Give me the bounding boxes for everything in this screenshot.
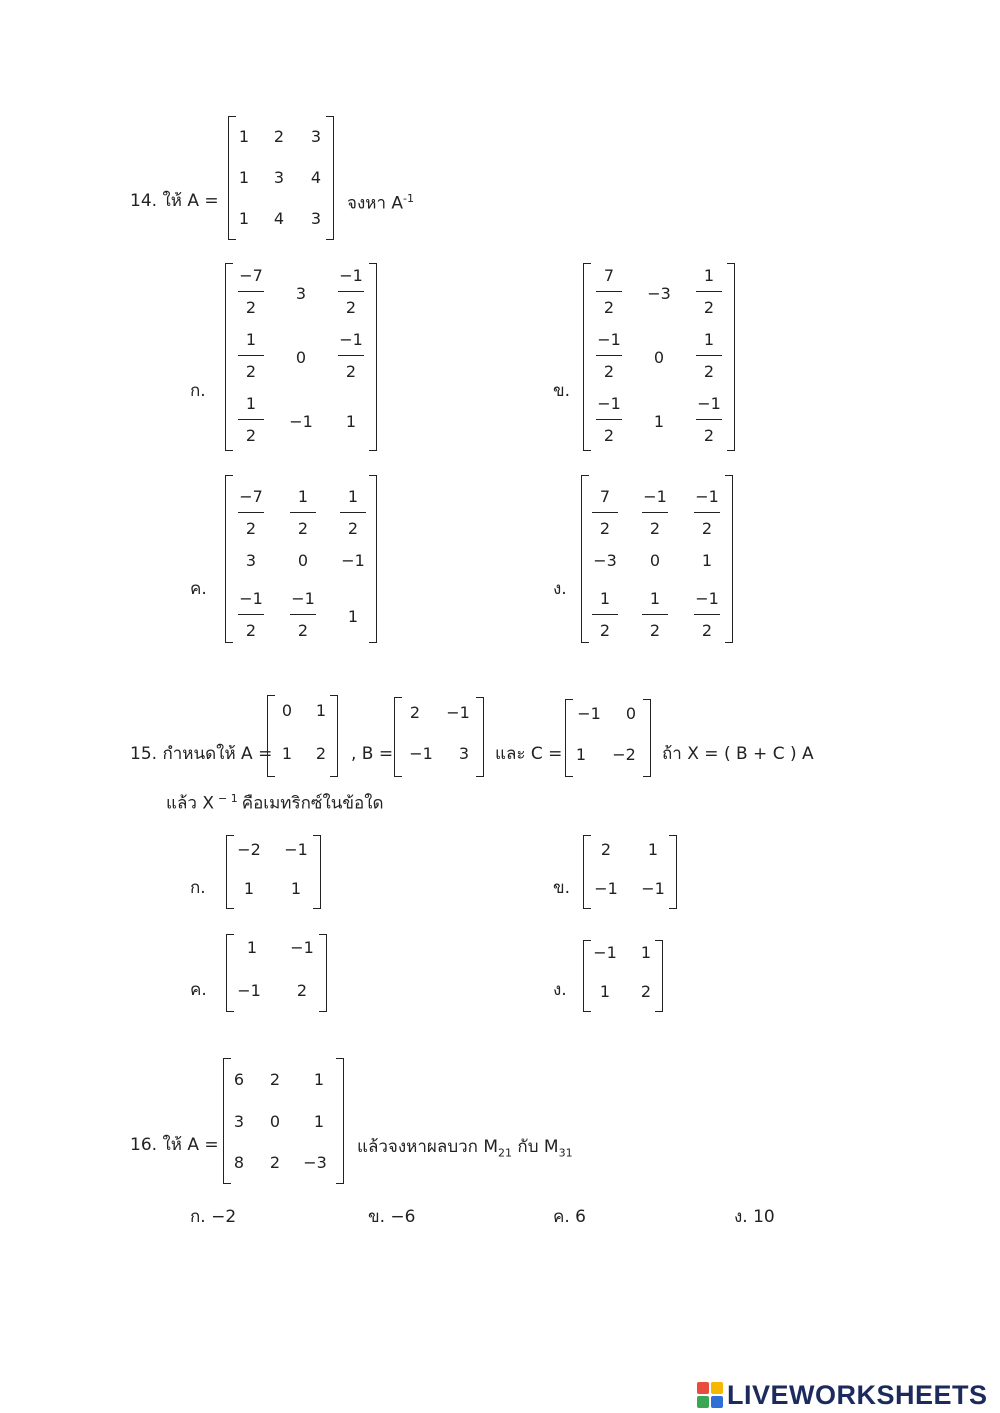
fraction-denominator: 2 — [603, 362, 615, 381]
matrix-cell: 1 — [313, 1112, 325, 1131]
fraction-numerator: 1 — [599, 589, 611, 608]
fraction-bar — [642, 512, 668, 513]
matrix-cell: 1 — [575, 745, 587, 764]
fraction-bar — [238, 355, 264, 356]
fraction-numerator: −1 — [291, 589, 315, 608]
q15-c-label: และ C = — [495, 744, 563, 764]
q15-option-d-label[interactable]: ง. — [553, 980, 567, 1000]
matrix-cell: 3 — [310, 209, 322, 228]
matrix-cell: 0 — [297, 551, 309, 570]
logo-square — [697, 1396, 709, 1408]
fraction-numerator: −1 — [697, 394, 721, 413]
matrix-cell: 1 — [313, 1070, 325, 1089]
q15-prefix: 15. กำหนดให้ A = — [130, 744, 273, 764]
fraction-bar — [290, 614, 316, 615]
matrix-cell: 3 — [245, 551, 257, 570]
matrix-cell: 0 — [281, 701, 293, 720]
q14-option-c-matrix[interactable] — [225, 475, 377, 643]
matrix-fraction — [328, 332, 374, 380]
fraction-denominator: 2 — [347, 519, 359, 538]
matrix-fraction — [228, 268, 274, 316]
matrix-fraction — [328, 268, 374, 316]
matrix-cell: 2 — [409, 703, 421, 722]
fraction-denominator: 2 — [703, 362, 715, 381]
matrix-fraction — [586, 332, 632, 380]
fraction-bar — [238, 512, 264, 513]
q15-matrix-a — [267, 695, 338, 777]
matrix-fraction — [684, 489, 730, 537]
q14-option-c-label[interactable]: ค. — [190, 579, 207, 599]
q15-matrix-b — [394, 697, 484, 777]
logo-text: LIVEWORKSHEETS — [727, 1379, 988, 1410]
fraction-bar — [596, 291, 622, 292]
matrix-fraction — [228, 591, 274, 639]
matrix-cell: −1 — [290, 938, 314, 957]
fraction-numerator: −7 — [239, 266, 263, 285]
logo-square — [697, 1382, 709, 1394]
fraction-bar — [694, 512, 720, 513]
matrix-fraction — [586, 396, 632, 444]
fraction-bar — [596, 419, 622, 420]
q15-line2-prefix: แล้ว X — [166, 793, 214, 814]
matrix-fraction — [586, 268, 632, 316]
q15-line2-suffix: คือเมทริกซ์ในข้อใด — [241, 793, 384, 814]
fraction-denominator: 2 — [297, 519, 309, 538]
fraction-denominator: 2 — [245, 426, 257, 445]
fraction-numerator: −1 — [239, 589, 263, 608]
matrix-cell: 2 — [273, 127, 285, 146]
fraction-numerator: −1 — [695, 487, 719, 506]
matrix-cell: 1 — [315, 701, 327, 720]
fraction-denominator: 2 — [599, 519, 611, 538]
matrix-cell: 1 — [238, 168, 250, 187]
q15-option-c-matrix[interactable] — [226, 934, 327, 1012]
q15-option-a-label[interactable]: ก. — [190, 878, 206, 898]
fraction-bar — [338, 291, 364, 292]
matrix-cell: 1 — [347, 607, 359, 626]
q14-option-b-label[interactable]: ข. — [553, 381, 571, 401]
fraction-bar — [238, 291, 264, 292]
matrix-cell: −3 — [593, 551, 617, 570]
matrix-fraction — [280, 591, 326, 639]
fraction-denominator: 2 — [245, 621, 257, 640]
matrix-cell: 0 — [295, 348, 307, 367]
matrix-cell: 1 — [653, 412, 665, 431]
q16-suffix-pre: แล้วจงหาผลบวก M — [357, 1137, 499, 1157]
q14-prefix: 14. ให้ A = — [130, 191, 219, 211]
q16-mid: กับ M — [517, 1137, 559, 1157]
q16-option-b[interactable]: ข. −6 — [368, 1207, 416, 1227]
fraction-denominator: 2 — [703, 426, 715, 445]
fraction-numerator: 1 — [703, 330, 715, 349]
fraction-numerator: −1 — [643, 487, 667, 506]
fraction-bar — [696, 291, 722, 292]
q14-option-a-matrix[interactable] — [225, 263, 377, 451]
matrix-fraction — [684, 591, 730, 639]
fraction-numerator: −1 — [339, 330, 363, 349]
matrix-cell: 2 — [315, 744, 327, 763]
fraction-numerator: 7 — [603, 266, 615, 285]
fraction-denominator: 2 — [345, 298, 357, 317]
fraction-numerator: −1 — [339, 266, 363, 285]
q16-sub2: 31 — [558, 1146, 573, 1160]
q14-suffix: จงหา A — [347, 193, 404, 214]
q15-option-b-matrix[interactable] — [583, 835, 677, 909]
fraction-denominator: 2 — [603, 426, 615, 445]
fraction-denominator: 2 — [649, 519, 661, 538]
q16-matrix-a — [223, 1058, 344, 1184]
fraction-numerator: 1 — [703, 266, 715, 285]
matrix-cell: 3 — [295, 284, 307, 303]
q16-question-text — [357, 1139, 573, 1158]
fraction-numerator: 1 — [649, 589, 661, 608]
fraction-bar — [592, 614, 618, 615]
matrix-cell: 2 — [296, 981, 308, 1000]
fraction-bar — [238, 419, 264, 420]
matrix-cell: 1 — [243, 879, 255, 898]
matrix-cell: 3 — [233, 1112, 245, 1131]
matrix-cell: −2 — [612, 745, 636, 764]
matrix-cell: 8 — [233, 1153, 245, 1172]
q14-option-d-matrix[interactable] — [581, 475, 733, 643]
matrix-cell: 4 — [273, 209, 285, 228]
matrix-cell: 1 — [640, 943, 652, 962]
matrix-cell: −1 — [594, 879, 618, 898]
q15-option-d-matrix[interactable] — [583, 940, 663, 1012]
q16-prefix: 16. ให้ A = — [130, 1135, 219, 1155]
fraction-numerator: −1 — [597, 330, 621, 349]
fraction-numerator: 1 — [347, 487, 359, 506]
fraction-bar — [696, 419, 722, 420]
matrix-cell: −2 — [237, 840, 261, 859]
matrix-cell: 1 — [599, 982, 611, 1001]
q16-option-c[interactable]: ค. 6 — [553, 1207, 586, 1227]
fraction-numerator: −1 — [695, 589, 719, 608]
matrix-cell: −1 — [446, 703, 470, 722]
q15-x-definition: ถ้า X = ( B + C ) A — [662, 744, 814, 764]
fraction-bar — [696, 355, 722, 356]
matrix-cell: −1 — [284, 840, 308, 859]
fraction-denominator: 2 — [701, 621, 713, 640]
matrix-cell: 2 — [269, 1070, 281, 1089]
q16-option-d[interactable]: ง. 10 — [734, 1207, 775, 1227]
q15-line2-sup: − 1 — [217, 792, 238, 805]
matrix-cell: 1 — [701, 551, 713, 570]
fraction-denominator: 2 — [245, 362, 257, 381]
matrix-cell: 1 — [345, 412, 357, 431]
fraction-denominator: 2 — [599, 621, 611, 640]
q15-option-b-label[interactable]: ข. — [553, 878, 571, 898]
q15-option-c-label[interactable]: ค. — [190, 980, 207, 1000]
matrix-fraction — [632, 591, 678, 639]
fraction-denominator: 2 — [297, 621, 309, 640]
matrix-cell: 2 — [640, 982, 652, 1001]
fraction-numerator: 7 — [599, 487, 611, 506]
logo-mark-icon — [697, 1382, 723, 1408]
matrix-cell: 1 — [290, 879, 302, 898]
fraction-denominator: 2 — [245, 519, 257, 538]
fraction-numerator: 1 — [245, 330, 257, 349]
matrix-fraction — [686, 396, 732, 444]
matrix-cell: 3 — [458, 744, 470, 763]
fraction-denominator: 2 — [245, 298, 257, 317]
liveworksheets-logo[interactable] — [697, 1381, 988, 1409]
fraction-bar — [290, 512, 316, 513]
fraction-bar — [340, 512, 366, 513]
q15-option-a-matrix[interactable] — [226, 835, 321, 909]
matrix-fraction — [686, 268, 732, 316]
matrix-cell: −1 — [341, 551, 365, 570]
matrix-cell: 0 — [269, 1112, 281, 1131]
matrix-fraction — [330, 489, 376, 537]
matrix-cell: −1 — [593, 943, 617, 962]
matrix-cell: 0 — [653, 348, 665, 367]
fraction-bar — [238, 614, 264, 615]
fraction-numerator: 1 — [297, 487, 309, 506]
fraction-denominator: 2 — [649, 621, 661, 640]
matrix-fraction — [228, 396, 274, 444]
matrix-cell: −1 — [289, 412, 313, 431]
fraction-bar — [694, 614, 720, 615]
q14-option-a-label[interactable]: ก. — [190, 381, 206, 401]
logo-square — [711, 1382, 723, 1394]
matrix-cell: 0 — [649, 551, 661, 570]
fraction-bar — [338, 355, 364, 356]
logo-square — [711, 1396, 723, 1408]
q16-sub1: 21 — [498, 1146, 513, 1160]
matrix-cell: 6 — [233, 1070, 245, 1089]
q14-matrix-a — [228, 116, 334, 240]
matrix-fraction — [582, 591, 628, 639]
q15-b-label: , B = — [351, 744, 394, 764]
matrix-cell: −3 — [303, 1153, 327, 1172]
matrix-cell: 0 — [625, 704, 637, 723]
matrix-cell: 4 — [310, 168, 322, 187]
matrix-cell: −1 — [237, 981, 261, 1000]
fraction-denominator: 2 — [345, 362, 357, 381]
fraction-bar — [592, 512, 618, 513]
fraction-numerator: −7 — [239, 487, 263, 506]
fraction-denominator: 2 — [603, 298, 615, 317]
matrix-cell: −1 — [641, 879, 665, 898]
q15-matrix-c — [565, 699, 651, 777]
matrix-fraction — [280, 489, 326, 537]
matrix-fraction — [228, 489, 274, 537]
matrix-cell: −1 — [409, 744, 433, 763]
matrix-cell: 1 — [246, 938, 258, 957]
fraction-denominator: 2 — [703, 298, 715, 317]
fraction-numerator: 1 — [245, 394, 257, 413]
matrix-fraction — [632, 489, 678, 537]
q16-option-a[interactable]: ก. −2 — [190, 1207, 237, 1227]
q14-option-b-matrix[interactable] — [583, 263, 735, 451]
matrix-cell: 2 — [269, 1153, 281, 1172]
matrix-cell: −3 — [647, 284, 671, 303]
matrix-cell: 1 — [281, 744, 293, 763]
q14-question-text — [347, 193, 414, 213]
fraction-numerator: −1 — [597, 394, 621, 413]
matrix-fraction — [686, 332, 732, 380]
matrix-cell: 3 — [273, 168, 285, 187]
matrix-cell: 1 — [647, 840, 659, 859]
matrix-fraction — [582, 489, 628, 537]
matrix-cell: −1 — [577, 704, 601, 723]
q14-suffix-sup: -1 — [403, 192, 415, 205]
matrix-cell: 1 — [238, 209, 250, 228]
fraction-denominator: 2 — [701, 519, 713, 538]
q14-option-d-label[interactable]: ง. — [553, 579, 567, 599]
q15-line2 — [166, 793, 384, 813]
matrix-cell: 2 — [600, 840, 612, 859]
matrix-cell: 3 — [310, 127, 322, 146]
fraction-bar — [596, 355, 622, 356]
matrix-fraction — [228, 332, 274, 380]
matrix-cell: 1 — [238, 127, 250, 146]
fraction-bar — [642, 614, 668, 615]
